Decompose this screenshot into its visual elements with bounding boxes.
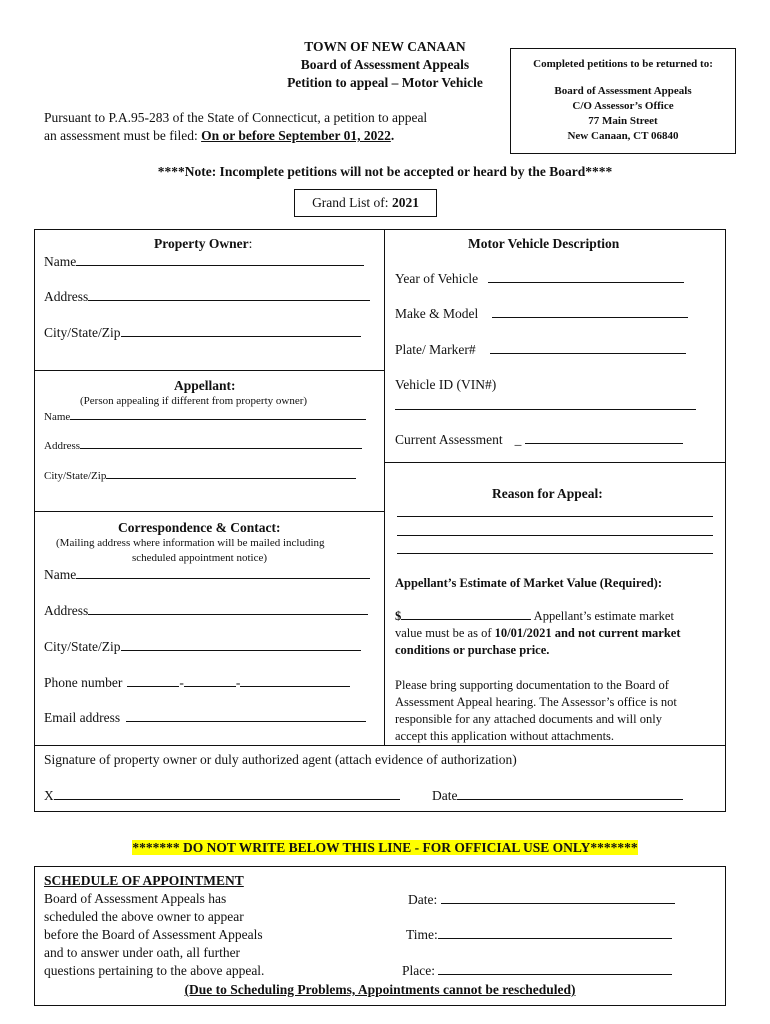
signature-date-field[interactable]: Date	[432, 788, 683, 804]
property-owner-title: Property Owner:	[154, 236, 253, 251]
return-address-box	[510, 48, 736, 154]
signature-instructions: Signature of property owner or duly authorized agent (attach evidence of authorization)	[44, 752, 517, 767]
email-address-field[interactable]: Email address	[44, 710, 366, 726]
reason-title: Reason for Appeal:	[492, 486, 603, 501]
header-title-block	[240, 38, 530, 92]
estimate-title: Appellant’s Estimate of Market Value (Required):	[395, 576, 662, 590]
deadline: On or before September 01, 2022	[201, 128, 391, 143]
board-name: Board of Assessment Appeals	[300, 57, 470, 72]
correspondence-title: Correspondence & Contact:	[118, 520, 281, 535]
appellant-name-field[interactable]: Name	[44, 411, 366, 423]
return-line-3: 77 Main Street	[588, 115, 658, 127]
contact-address-field[interactable]: Address	[44, 603, 368, 619]
vehicle-vin-field[interactable]	[395, 409, 696, 410]
vehicle-plate-field[interactable]: Plate/ Marker#	[395, 342, 686, 358]
current-assessment-field[interactable]: Current Assessment _	[395, 432, 683, 448]
contact-name-field[interactable]: Name	[44, 567, 370, 583]
owner-address-field[interactable]: Address	[44, 289, 370, 305]
reason-line-2[interactable]	[397, 535, 713, 536]
correspondence-sub-2: scheduled appointment notice)	[132, 552, 268, 564]
pursuant-line-1: Pursuant to P.A.95-283 of the State of Connecticut, a petition to appeal	[44, 110, 428, 125]
official-use-banner: ******* DO NOT WRITE BELOW THIS LINE - FOR OFFICIAL USE ONLY*******	[132, 840, 638, 855]
appellant-subtitle: (Person appealing if different from property owner)	[80, 395, 308, 407]
schedule-text: Board of Assessment Appeals has scheduled the above owner to appear before the Board of Assessment Appeals and to answer under oath, all further questions pertaining to the above appeal.	[44, 891, 265, 978]
vehicle-title: Motor Vehicle Description	[468, 236, 620, 251]
appellant-address-field[interactable]: Address	[44, 440, 362, 452]
appellant-title: Appellant:	[174, 378, 236, 393]
vehicle-vin-label: Vehicle ID (VIN#)	[395, 377, 497, 392]
column-divider	[384, 229, 385, 746]
return-line-1: Board of Assessment Appeals	[554, 85, 692, 97]
vehicle-year-field[interactable]: Year of Vehicle	[395, 271, 684, 287]
grand-list-year: 2021	[391, 195, 419, 210]
contact-city-field[interactable]: City/State/Zip	[44, 639, 361, 655]
return-line-4: New Canaan, CT 06840	[567, 130, 679, 142]
owner-city-field[interactable]: City/State/Zip	[44, 325, 361, 341]
appellant-divider	[34, 511, 384, 512]
grand-list-box: Grand List of: 2021	[294, 189, 437, 217]
estimate-text-3: conditions or purchase price.	[395, 643, 550, 657]
correspondence-sub-1: (Mailing address where information will be mailed including	[56, 537, 325, 549]
incomplete-note: ****Note: Incomplete petitions will not be accepted or heard by the Board****	[157, 164, 613, 179]
owner-name-field[interactable]: Name	[44, 254, 364, 270]
schedule-date-field[interactable]: Date:	[408, 892, 675, 908]
estimate-value-field[interactable]: $ Appellant’s estimate market	[395, 609, 674, 623]
schedule-time-field[interactable]: Time:	[406, 927, 672, 943]
signature-field[interactable]: X	[44, 788, 400, 804]
vehicle-divider	[384, 462, 726, 463]
documentation-note: Please bring supporting documentation to the Board of Assessment Appeal hearing. The Assessor’s office is not responsible for any attached documents and will only accept this application without attachments.	[395, 678, 677, 743]
return-title: Completed petitions to be returned to:	[533, 58, 713, 70]
owner-divider	[34, 370, 384, 371]
schedule-footer: (Due to Scheduling Problems, Appointments cannot be rescheduled)	[184, 982, 576, 997]
schedule-title: SCHEDULE OF APPOINTMENT	[44, 873, 244, 888]
estimate-text-2: value must be as of 10/01/2021 and not current market	[395, 626, 681, 640]
reason-line-3[interactable]	[397, 553, 713, 554]
reason-line-1[interactable]	[397, 516, 713, 517]
schedule-place-field[interactable]: Place:	[402, 963, 672, 979]
petition-title: Petition to appeal – Motor Vehicle	[287, 75, 483, 90]
phone-number-field[interactable]: Phone number - -	[44, 675, 350, 691]
vehicle-make-field[interactable]: Make & Model	[395, 306, 688, 322]
appellant-city-field[interactable]: City/State/Zip	[44, 470, 356, 482]
return-line-2: C/O Assessor’s Office	[572, 100, 674, 112]
town-name: TOWN OF NEW CANAAN	[304, 39, 466, 54]
pursuant-line-2: an assessment must be filed: On or before September 01, 2022.	[44, 128, 395, 143]
